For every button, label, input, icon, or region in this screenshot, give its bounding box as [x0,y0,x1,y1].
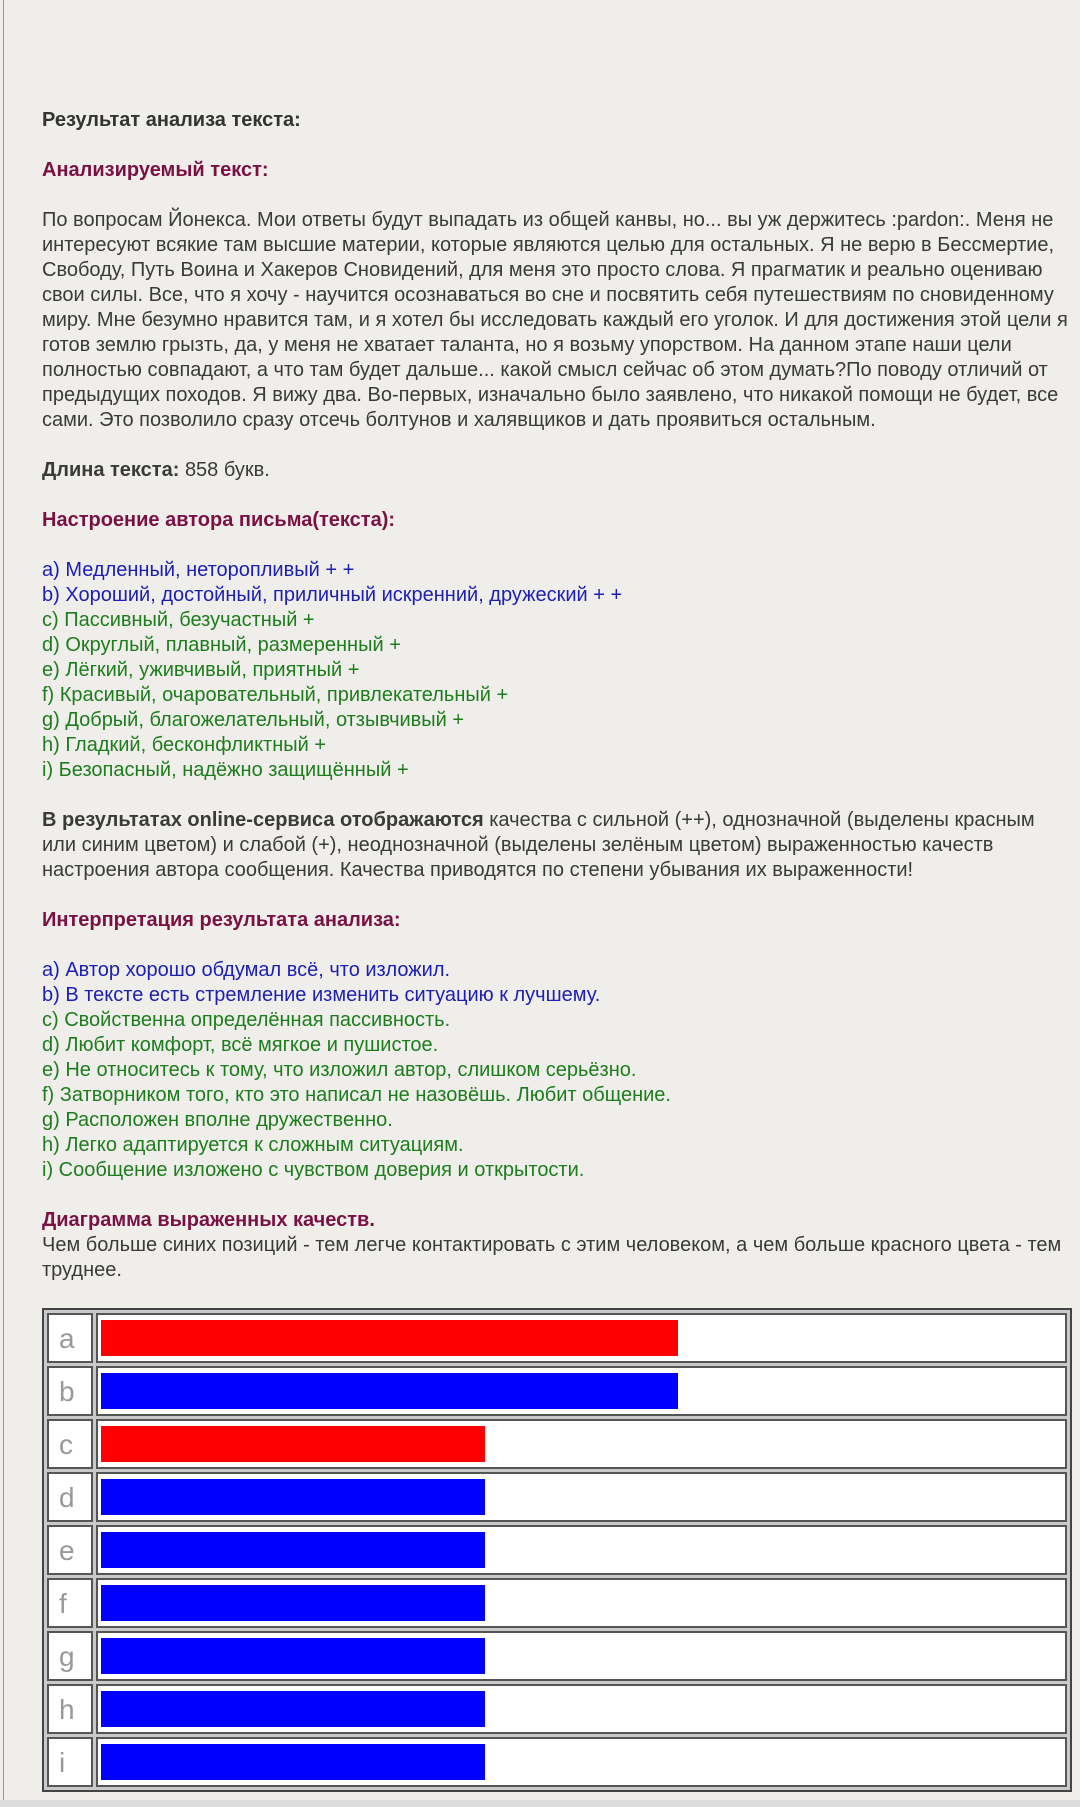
mood-list [42,558,1072,783]
interpretation-item: b) В тексте есть стремление изменить ситуацию к лучшему. [42,984,601,1006]
mood-item: b) Хороший, достойный, приличный искренний, дружеский + + [42,584,623,606]
legend-rest: качества с сильной (++), однозначной (выделены красным или синим цветом) и слабой (+), неоднозначной (выделены зелёным цветом) выраженностью качеств настроения автора сообщения. Качества приводятся по степени убывания их выраженности! [42,809,1035,881]
bottom-scroll-strip [0,1800,1080,1807]
interpretation-list [42,958,1072,1183]
analyzed-text: По вопросам Йонекса. Мои ответы будут выпадать из общей канвы, но... вы уж держитесь :pardon:. Меня не интересуют всякие там высшие материи, которые являются целью для остальных. Я не верю в Бессмертие, Свободу, Путь Воина и Хакеров Сновидений, для меня это просто слова. Я прагматик и реально оцениваю свои силы. Все, что я хочу - научится осознаваться во сне и посвятить себя путешествиям по сновиденному миру. Мне безумно нравится там, и я хотел бы исследовать каждый его уголок. И для достижения этой цели я готов землю грызть, да, у меня не хватает таланта, но я возьму упорством. На данном этапе наши цели полностью совпадают, а что там будет дальше... какой смысл сейчас об этом думать?По поводу отличий от предыдущих походов. Я вижу два. Во-первых, изначально было заявлено, что никакой помощи не будет, все сами. Это позволило сразу отсечь болтунов и халявщиков и дать проявиться остальным. [42,209,1068,431]
diagram-bar-d [101,1479,485,1515]
diagram-bar-g [101,1638,485,1674]
diagram-bar-track [101,1373,1062,1409]
mood-item: i) Безопасный, надёжно защищённый + [42,759,409,781]
left-border-line [3,0,4,1807]
interpretation-item: f) Затворником того, кто это написал не назовёшь. Любит общение. [42,1084,671,1106]
diagram-bar-f [101,1585,485,1621]
diagram-bar-h [101,1691,485,1727]
diagram-row-letter: c [47,1419,93,1469]
diagram-bar-a [101,1320,678,1356]
interpretation-item: c) Свойственна определённая пассивность. [42,1009,451,1031]
interpretation-item: h) Легко адаптируется к сложным ситуациям. [42,1134,464,1156]
diagram-bar-track [101,1532,1062,1568]
diagram-bar-cell [96,1737,1067,1787]
mood-item: f) Красивый, очаровательный, привлекательный + [42,684,509,706]
text-length-label: Длина текста: [42,459,180,481]
diagram-row-letter: d [47,1472,93,1522]
mood-item: g) Добрый, благожелательный, отзывчивый + [42,709,465,731]
mood-heading: Настроение автора письма(текста): [42,509,396,531]
text-length-value: 858 букв. [184,459,270,481]
text-length [42,458,1072,483]
diagram-bar-i [101,1744,485,1780]
diagram-row-letter: e [47,1525,93,1575]
diagram-row-letter: h [47,1684,93,1734]
mood-item: e) Лёгкий, уживчивый, приятный + [42,659,360,681]
interpretation-item: g) Расположен вполне дружественно. [42,1109,393,1131]
diagram-row [47,1684,1067,1734]
diagram-bar-cell [96,1472,1067,1522]
diagram-row [47,1366,1067,1416]
diagram-title: Диаграмма выраженных качеств. [42,1209,375,1231]
diagram-row-letter: b [47,1366,93,1416]
diagram-bar-track [101,1691,1062,1727]
diagram-bar-cell [96,1578,1067,1628]
diagram-bar-track [101,1744,1062,1780]
diagram-bar-e [101,1532,485,1568]
analyzed-text-heading: Анализируемый текст: [42,159,269,181]
diagram-bar-cell [96,1419,1067,1469]
diagram-row [47,1313,1067,1363]
diagram-row-letter: f [47,1578,93,1628]
interpretation-item: d) Любит комфорт, всё мягкое и пушистое. [42,1034,439,1056]
diagram-row-letter: i [47,1737,93,1787]
mood-item: a) Медленный, неторопливый + + [42,559,355,581]
interpretation-item: i) Сообщение изложено с чувством доверия и открытости. [42,1159,585,1181]
diagram-bar-track [101,1426,1062,1462]
diagram-row-letter: a [47,1313,93,1363]
diagram-bar-cell [96,1631,1067,1681]
diagram-bar-cell [96,1684,1067,1734]
diagram-bar-cell [96,1525,1067,1575]
interpretation-item: e) Не относитесь к тому, что изложил автор, слишком серьёзно. [42,1059,637,1081]
diagram-bar-cell [96,1313,1067,1363]
result-title: Результат анализа текста: [42,109,301,131]
interpretation-heading: Интерпретация результата анализа: [42,909,401,931]
diagram-row [47,1419,1067,1469]
diagram-row [47,1578,1067,1628]
diagram-bar-track [101,1320,1062,1356]
diagram-row [47,1525,1067,1575]
diagram-bar-b [101,1373,678,1409]
diagram-row-letter: g [47,1631,93,1681]
interpretation-item: a) Автор хорошо обдумал всё, что изложил. [42,959,451,981]
legend-explanation [42,808,1072,883]
legend-bold: В результатах online-сервиса отображаются [42,809,484,831]
mood-item: c) Пассивный, безучастный + [42,609,315,631]
diagram-bar-c [101,1426,485,1462]
diagram-bar-cell [96,1366,1067,1416]
diagram-row [47,1737,1067,1787]
diagram-bar-track [101,1585,1062,1621]
diagram-bar-track [101,1638,1062,1674]
diagram-row [47,1472,1067,1522]
diagram-bar-track [101,1479,1062,1515]
qualities-diagram [42,1308,1072,1792]
diagram-row [47,1631,1067,1681]
analysis-content [42,108,1072,1792]
diagram-note: Чем больше синих позиций - тем легче контактировать с этим человеком, а чем больше красного цвета - тем труднее. [42,1234,1062,1281]
mood-item: d) Округлый, плавный, размеренный + [42,634,401,656]
mood-item: h) Гладкий, бесконфликтный + [42,734,327,756]
